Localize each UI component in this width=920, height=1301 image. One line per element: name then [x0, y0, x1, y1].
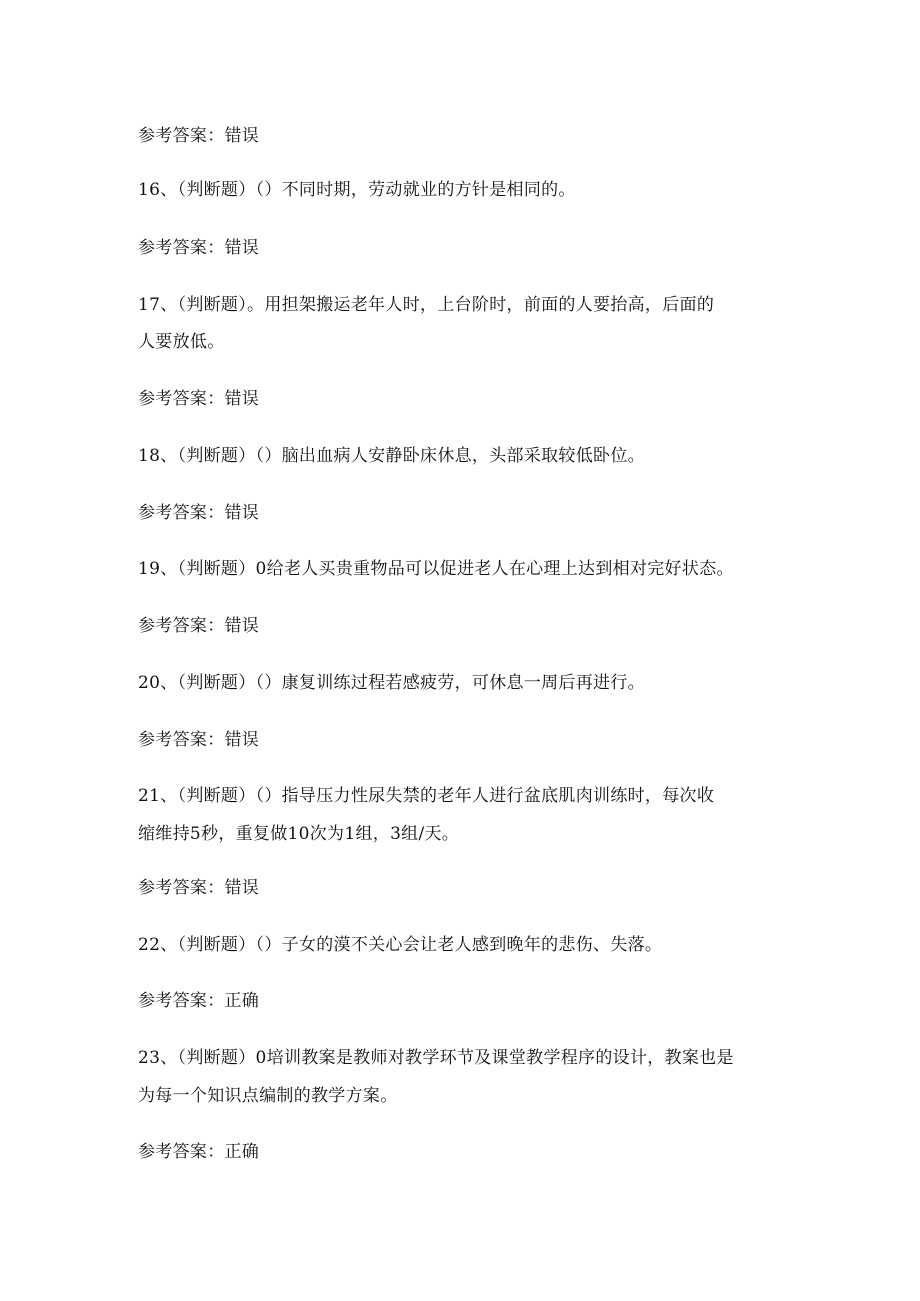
answer-line: 参考答案：错误 [138, 126, 260, 146]
question-23-line-1: 23、（判断题）0培训教案是教师对教学环节及课堂教学程序的设计，教案也是 [138, 1048, 734, 1068]
answer-line: 参考答案：错误 [138, 238, 260, 258]
question-21-line-2: 缩维持5秒，重复做10次为1组，3组/天。 [138, 824, 460, 844]
answer-line: 参考答案：错误 [138, 616, 260, 636]
answer-line: 参考答案：错误 [138, 878, 260, 898]
question-16: 16、（判断题）（）不同时期，劳动就业的方针是相同的。 [138, 180, 576, 200]
question-22: 22、（判断题）（）子女的漠不关心会让老人感到晚年的悲伤、失落。 [138, 935, 663, 955]
answer-line: 参考答案：正确 [138, 1142, 260, 1162]
answer-line: 参考答案：错误 [138, 503, 260, 523]
answer-line: 参考答案：错误 [138, 730, 260, 750]
question-21-line-1: 21、（判断题）（）指导压力性尿失禁的老年人进行盆底肌肉训练时，每次收 [138, 786, 715, 806]
question-18: 18、（判断题）（）脑出血病人安静卧床休息，头部采取较低卧位。 [138, 446, 645, 466]
question-20: 20、（判断题）（）康复训练过程若感疲劳，可休息一周后再进行。 [138, 673, 645, 693]
answer-line: 参考答案：正确 [138, 991, 260, 1011]
answer-line: 参考答案：错误 [138, 389, 260, 409]
question-23-line-2: 为每一个知识点编制的教学方案。 [138, 1086, 398, 1106]
question-17-line-1: 17、（判断题）。用担架搬运老年人时，上台阶时，前面的人要抬高，后面的 [138, 295, 715, 315]
question-19: 19、（判断题）0给老人买贵重物品可以促进老人在心理上达到相对完好状态。 [138, 559, 734, 579]
question-17-line-2: 人要放低。 [138, 332, 225, 352]
